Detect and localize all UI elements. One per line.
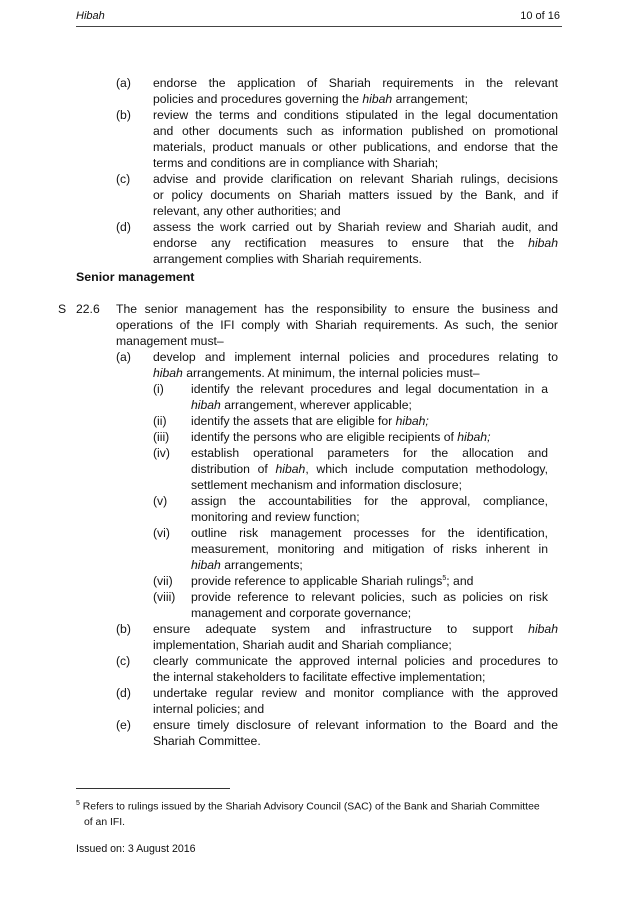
sub-item-label: (iii) [153,430,170,444]
sub-item-text-line: hibah arrangements; [191,558,303,572]
sub-item-text-line: identify the relevant procedures and legal documentation in a [191,382,548,396]
footnote-number: 5 [76,800,80,807]
page-number: 10 of 16 [520,10,560,22]
page-header [76,6,562,27]
issue-date: Issued on: 3 August 2016 [76,843,196,855]
list-item-text-line: policies and procedures governing the hibah arrangement; [153,92,469,106]
sub-item-label: (ii) [153,414,167,428]
sub-item-text-line: monitoring and review function; [191,510,360,524]
sub-item-label: (vii) [153,574,173,588]
list-item-label: (d) [116,686,131,700]
sub-item-text-line: identify the assets that are eligible for hibah; [191,414,429,428]
list-item-label: (c) [116,172,131,186]
footnote-line: $^5$ Refers to rulings issued by the Shariah Advisory Council (SAC) of the Bank and Shariah Committee [76,800,540,813]
footnote [76,796,562,831]
list-item-text-line: ensure timely disclosure of relevant information to the Board and the [153,718,558,732]
list-item-text-line: terms and conditions are in compliance with Shariah; [153,156,439,170]
list-item-label: (b) [116,108,131,122]
list-item-text-line: review the terms and conditions stipulated in the legal documentation [153,108,558,122]
clause-text-line: operations of the IFI comply with Shariah requirements. As such, the senior [116,318,558,332]
standard-marker: S [58,302,67,316]
list-item-label: (b) [116,622,131,636]
list-item-text-line: Shariah Committee. [153,734,261,748]
list-item-text-line: internal policies; and [153,702,265,716]
clause-text-line: The senior management has the responsibility to ensure the business and [116,302,558,316]
sub-item-text-line: assign the accountabilities for the approval, compliance, [191,494,548,508]
sub-item-label: (iv) [153,446,170,460]
sub-item-text-line: outline risk management processes for the identification, [191,526,548,540]
sub-item-text-line: distribution of hibah, which include computation methodology, [191,462,548,476]
list-item-text-line: relevant, any other authorities; and [153,204,341,218]
sub-item-text-line: measurement, monitoring and mitigation of risks inherent in [191,542,548,556]
list-item-text-line: hibah arrangements. At minimum, the internal policies must– [153,366,480,380]
list-item-text-line: assess the work carried out by Shariah review and Shariah audit, and [153,220,558,234]
list-item-label: (d) [116,220,131,234]
list-item-text-line: clearly communicate the approved internal policies and procedures to [153,654,558,668]
sub-item-text-line: provide reference to relevant policies, such as policies on risk [191,590,548,604]
list-item-text-line: ensure adequate system and infrastructure to support hibah [153,622,558,636]
sub-item-text-line: provide reference to applicable Shariah rulings$^5$; and [191,574,474,588]
clause-text-line: management must– [116,334,224,348]
document-title: Hibah [76,10,105,22]
sub-item-label: (v) [153,494,168,508]
list-item-label: (e) [116,718,131,732]
sub-item-text-line: management and corporate governance; [191,606,412,620]
sub-item-label: (vi) [153,526,170,540]
list-item-label: (a) [116,76,131,90]
list-item-text-line: implementation, Shariah audit and Shariah compliance; [153,638,452,652]
sub-item-text-line: establish operational parameters for the allocation and [191,446,548,460]
list-item-text-line: materials, product manuals or other publications, and endorse that the [153,140,558,154]
clause-number: 22.6 [76,302,100,316]
footnote-divider [76,788,230,789]
sub-item-text-line: identify the persons who are eligible recipients of hibah; [191,430,491,444]
footnote-line: of an IFI. [84,817,126,829]
list-item-text-line: advise and provide clarification on relevant Shariah rulings, decisions [153,172,558,186]
list-item-text-line: arrangement complies with Shariah requirements. [153,252,422,266]
list-item-text-line: endorse the application of Shariah requirements in the relevant [153,76,558,90]
list-item-text-line: the internal stakeholders to facilitate effective implementation; [153,670,486,684]
sub-item-text-line: hibah arrangement, wherever applicable; [191,398,412,412]
sub-item-label: (i) [153,382,164,396]
sub-item-label: (viii) [153,590,176,604]
list-item-text-line: endorse any rectification measures to ensure that the hibah [153,236,558,250]
list-item-label: (c) [116,654,131,668]
list-item-text-line: and other documents such as information published on promotional [153,124,558,138]
list-item-text-line: or policy documents on Shariah matters issued by the Bank, and if [153,188,558,202]
list-item-text-line: develop and implement internal policies and procedures relating to [153,350,558,364]
sub-item-text-line: settlement mechanism and information disclosure; [191,478,462,492]
list-item-text-line: undertake regular review and monitor compliance with the approved [153,686,558,700]
list-item-label: (a) [116,350,131,364]
section-heading: Senior management [76,270,195,284]
